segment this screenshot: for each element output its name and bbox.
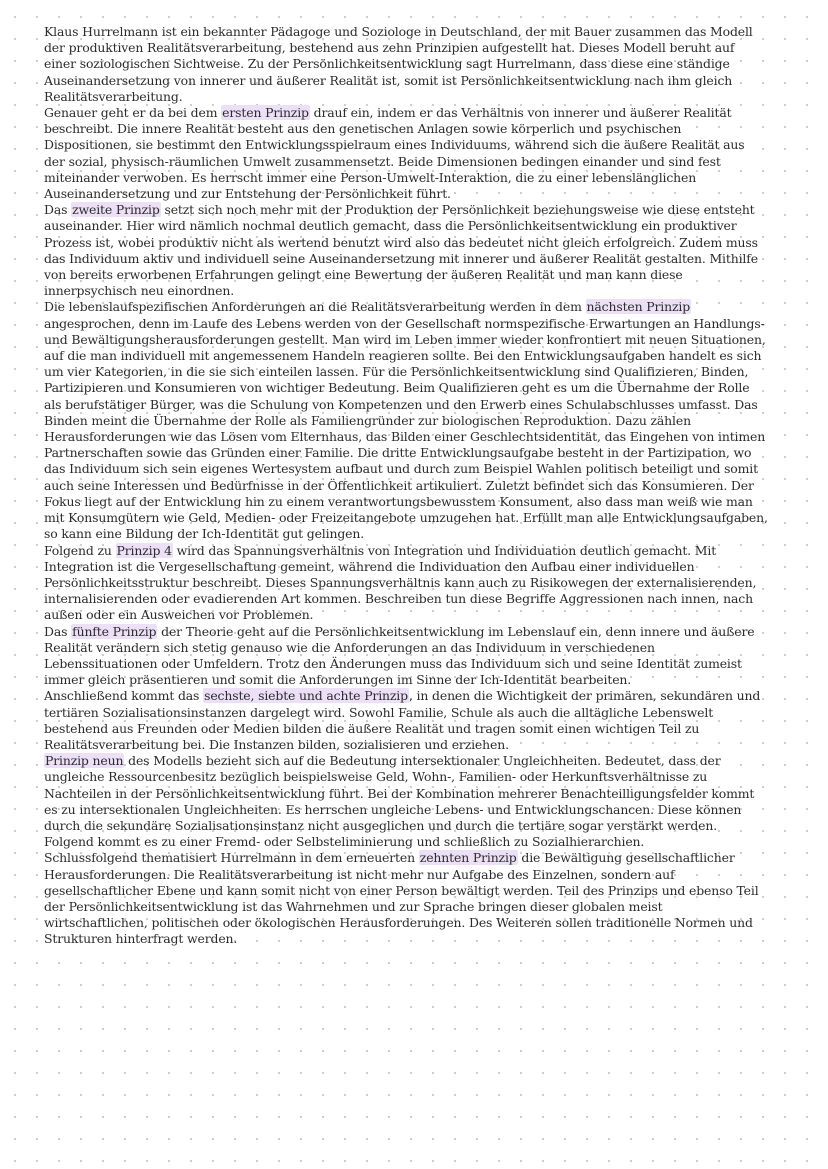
highlight-prinzip-neun: Prinzip neun xyxy=(45,753,124,769)
paragraph-intro: Klaus Hurrelmann ist ein bekannter Pädagoge und Soziologe in Deutschland, der mit Bauer zusammen das Modell der produktiven Realitätsverarbeitung, bestehend aus zehn Prinzipien aufgestellt hat. Dieses Modell beruht auf einer soziologischen Sichtweise. Zu der Persönlichkeitsentwicklung sagt Hurrelmann, dass diese eine ständige Auseinandersetzung von innerer und äußerer Realität ist, somit ist Persönlichkeitsentwicklung nach ihm gleich Realitätsverarbeitung. xyxy=(44,24,753,104)
paragraph-prinzip-2: Das zweite Prinzip setzt sich noch mehr mit der Produktion der Persönlichkeit beziehungsweise wie diese entsteht auseinander. Hier wird nämlich nochmal deutlich gemacht, dass die Persönlichkeitsentwicklung ein produktiver Prozess ist, wobei produktiv nicht als wertend benutzt wird also das bedeutet nicht gleich erfolgreich. Zudem muss das Individuum aktiv und individuell seine Auseinandersetzung mit innerer und äußerer Realität gestalten. Mithilfe von bereits erworbenen Erfahrungen gelingt eine Bewertung der äußeren Realität und man kann diese innerpsychisch neu einordnen. xyxy=(44,202,758,299)
paragraph-prinzip-3: Die lebenslaufspezifischen Anforderungen an die Realitätsverarbeitung werden in dem nächsten Prinzip angesprochen, denn im Laufe des Lebens werden von der Gesellschaft normspezifische Erwartungen an Handlungs- und Bewältigungsherausforderungen gestellt. Man wird im Leben immer wieder konfrontiert mit neuen Situationen, auf die man individuell mit angemessenem Handeln reagieren sollte. Bei den Entwicklungsaufgaben handelt es sich um vier Kategorien, in die sie sich einteilen lassen. Für die Persönlichkeitsentwicklung sind Qualifizieren, Binden, Partizipieren und Konsumieren von wichtiger Bedeutung. Beim Qualifizieren geht es um die Übernahme der Rolle als berufstätiger Bürger, was die Schulung von Kompetenzen und den Erwerb eines Schulabschlusses umfasst. Das Binden meint die Übernahme der Rolle als Familiengründer zur biologischen Reproduktion. Dazu zählen Herausforderungen wie das Lösen vom Elternhaus, das Bilden einer Geschlechtsidentität, das Eingehen von intimen Partnerschaften sowie das Gründen einer Familie. Die dritte Entwicklungsaufgabe besteht in der Partizipation, wo das Individuum sich sein eigenes Wertesystem aufbaut und durch zum Beispiel Wahlen politisch beteiligt und somit auch seine Interessen und Bedürfnisse in der Öffentlichkeit artikuliert. Zuletzt befindet sich das Konsumieren. Der Fokus liegt auf der Entwicklung hin zu einem verantwortungsbewusstem Konsument, also dass man weiß wie man mit Konsumgütern wie Geld, Medien- oder Freizeitangebote umzugehen hat. Erfüllt man alle Entwicklungsaufgaben, so kann eine Bildung der Ich-Identität gut gelingen. xyxy=(44,299,768,542)
paragraph-prinzip-4: Folgend zu Prinzip 4 wird das Spannungsverhältnis von Integration und Individuation deutlich gemacht. Mit Integration ist die Vergesellschaftung gemeint, während die Individuation den Aufbau einer individuellen Persönlichkeitsstruktur beschreibt. Dieses Spannungsverhältnis kann auch zu Risikowegen der externalisierenden, internalisierenden oder evadierenden Art kommen. Beschreiben tun diese Begriffe Aggressionen nach innen, nach außen oder ein Ausweichen vor Problemen. xyxy=(44,542,757,623)
highlight-zehnten-prinzip: zehnten Prinzip xyxy=(419,850,517,866)
paragraph-prinzip-6-8: Anschließend kommt das sechste, siebte und achte Prinzip, in denen die Wichtigkeit der primären, sekundären und tertiären Sozialisationsinstanzen dargelegt wird. Sowohl Familie, Schule als auch die alltägliche Lebenswelt bestehend aus Freunden oder Medien bilden die äußere Realität und tragen somit einen wichtigen Teil zu Realitätsverarbeitung bei. Die Instanzen bilden, sozialisieren und erziehen. xyxy=(44,688,761,752)
paragraph-prinzip-1: Genauer geht er da bei dem ersten Prinzip drauf ein, indem er das Verhältnis von innerer und äußerer Realität beschreibt. Die innere Realität besteht aus den genetischen Anlagen sowie körperlich und psychischen Dispositionen, sie bestimmt den Entwicklungsspielraum eines Individuums, während sich die äußere Realität aus der sozial, physisch-räumlichen Umwelt zusammensetzt. Beide Dimensionen bedingen einander und sind fest miteinander verwoben. Es herrscht immer eine Person-Umwelt-Interaktion, die zu einer lebenslänglichen Auseinandersetzung und zur Entstehung der Persönlichkeit führt. xyxy=(44,105,745,202)
highlight-prinzip-4: Prinzip 4 xyxy=(116,542,172,558)
highlight-sechste-siebte-achte-prinzip: sechste, siebte und achte Prinzip xyxy=(204,688,408,704)
paragraph-prinzip-10: Schlussfolgend thematisiert Hurrelmann in dem erneuerten zehnten Prinzip die Bewältigung gesellschaftlicher Herausforderungen. Die Realitätsverarbeitung ist nicht mehr nur Aufgabe des Einzelnen, sondern auf gesellschaftlicher Ebene und kann somit nicht von einer Person bewältigt werden. Teil des Prinzips und ebenso Teil der Persönlichkeitsentwicklung ist das Wahrnehmen und zur Sprache bringen dieser globalen meist wirtschaftlichen, politischen oder ökologischen Herausforderungen. Des Weiteren sollen traditionelle Normen und Strukturen hinterfragt werden. xyxy=(44,850,759,947)
paragraph-prinzip-9: Prinzip neun des Modells bezieht sich auf die Bedeutung intersektionaler Ungleichheiten. Bedeutet, dass der ungleiche Ressourcenbesitz bezüglich beispielsweise Geld, Wohn-, Familien- oder Herkunftsverhältnisse zu Nachteilen in der Persönlichkeitsentwicklung führt. Bei der Kombination mehrerer Benachteilligungsfelder kommt es zu intersektionalen Ungleichheiten. Es herrschen ungleiche Lebens- und Entwicklungschancen. Diese können durch die sekundäre Sozialisationsinstanz nicht ausgeglichen und durch die tertiäre sogar verstärkt werden. Folgend kommt es zu einer Fremd- oder Selbsteliminierung und schließlich zu Sozialhierarchien. xyxy=(44,753,755,850)
highlight-fuenfte-prinzip: fünfte Prinzip xyxy=(72,623,157,639)
document-body xyxy=(44,24,768,948)
paragraph-prinzip-5: Das fünfte Prinzip der Theorie geht auf die Persönlichkeitsentwicklung im Lebenslauf ein, denn innere und äußere Realität verändern sich stetig genauso wie die Anforderungen an das Individuum in verschiedenen Lebenssituationen oder Umfeldern. Trotz den Änderungen muss das Individuum sich und seine Identität zumeist immer gleich präsentieren und somit die Anforderungen im Sinne der Ich-Identität bearbeiten. xyxy=(44,623,755,688)
highlight-naechsten-prinzip: nächsten Prinzip xyxy=(586,299,691,315)
highlight-zweite-prinzip: zweite Prinzip xyxy=(72,202,160,218)
highlight-ersten-prinzip: ersten Prinzip xyxy=(222,105,309,121)
